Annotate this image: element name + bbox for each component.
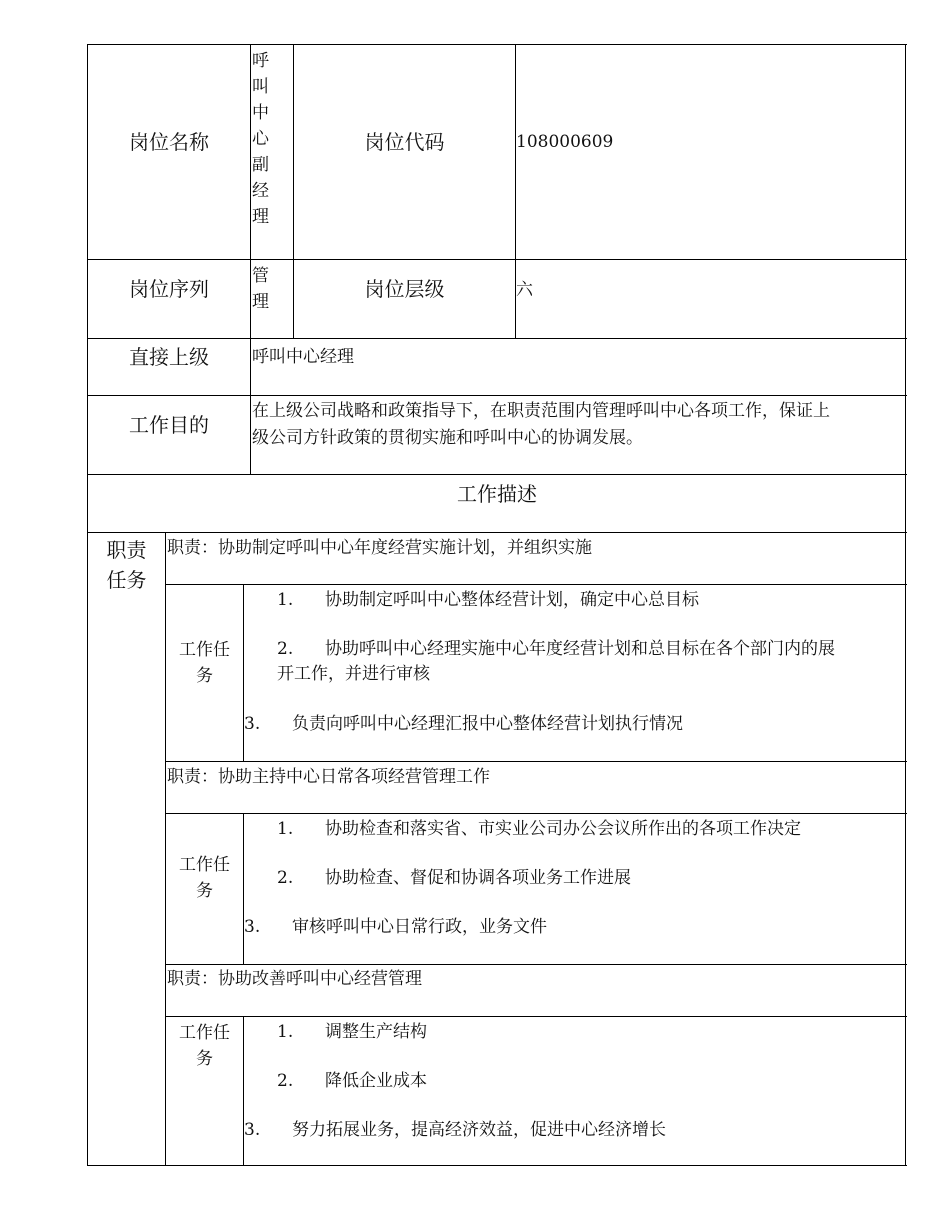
post-code-label: 岗位代码 <box>364 130 445 154</box>
work-task-label: 工作任 务 <box>179 855 230 901</box>
post-name-value: 呼 叫 中 心 副 经 理 <box>252 51 269 227</box>
superior-label: 直接上级 <box>129 345 209 369</box>
task-item: 3. 努力拓展业务，提高经济效益，促进中心经济增长 <box>244 1120 666 1140</box>
post-seq-value: 管 理 <box>252 266 269 312</box>
duty-title: 职责：协助改善呼叫中心经营管理 <box>167 969 422 989</box>
purpose-value: 在上级公司战略和政策指导下，在职责范围内管理呼叫中心各项工作，保证上 级公司方针政策的贯彻实施和呼叫中心的协调发展。 <box>252 401 830 448</box>
task-item: 3. 负责向呼叫中心经理汇报中心整体经营计划执行情况 <box>244 714 683 734</box>
purpose-label: 工作目的 <box>129 413 209 437</box>
duty-task-label: 职责 任务 <box>106 538 147 592</box>
post-seq-label: 岗位序列 <box>129 277 209 301</box>
post-code-value: 108000609 <box>516 132 614 152</box>
task-item: 3. 审核呼叫中心日常行政，业务文件 <box>244 917 547 937</box>
task-item: 2. 降低企业成本 <box>277 1071 427 1091</box>
superior-value: 呼叫中心经理 <box>252 347 354 367</box>
work-task-label: 工作任 务 <box>179 1023 230 1069</box>
task-item: 1. 协助制定呼叫中心整体经营计划，确定中心总目标 <box>277 590 699 610</box>
section-title: 工作描述 <box>457 482 537 506</box>
work-task-label: 工作任 务 <box>179 640 230 686</box>
task-item: 2. 协助呼叫中心经理实施中心年度经营计划和总目标在各个部门内的展 开工作，并进行审核 <box>277 639 835 684</box>
duty-title: 职责：协助主持中心日常各项经营管理工作 <box>167 767 490 787</box>
post-level-value: 六 <box>516 280 533 300</box>
task-item: 1. 协助检查和落实省、市实业公司办公会议所作出的各项工作决定 <box>277 819 801 839</box>
task-item: 1. 调整生产结构 <box>277 1022 427 1042</box>
post-level-label: 岗位层级 <box>364 277 445 301</box>
task-item: 2. 协助检查、督促和协调各项业务工作进展 <box>277 868 631 888</box>
post-name-label: 岗位名称 <box>129 130 209 154</box>
duty-title: 职责：协助制定呼叫中心年度经营实施计划，并组织实施 <box>167 538 592 558</box>
